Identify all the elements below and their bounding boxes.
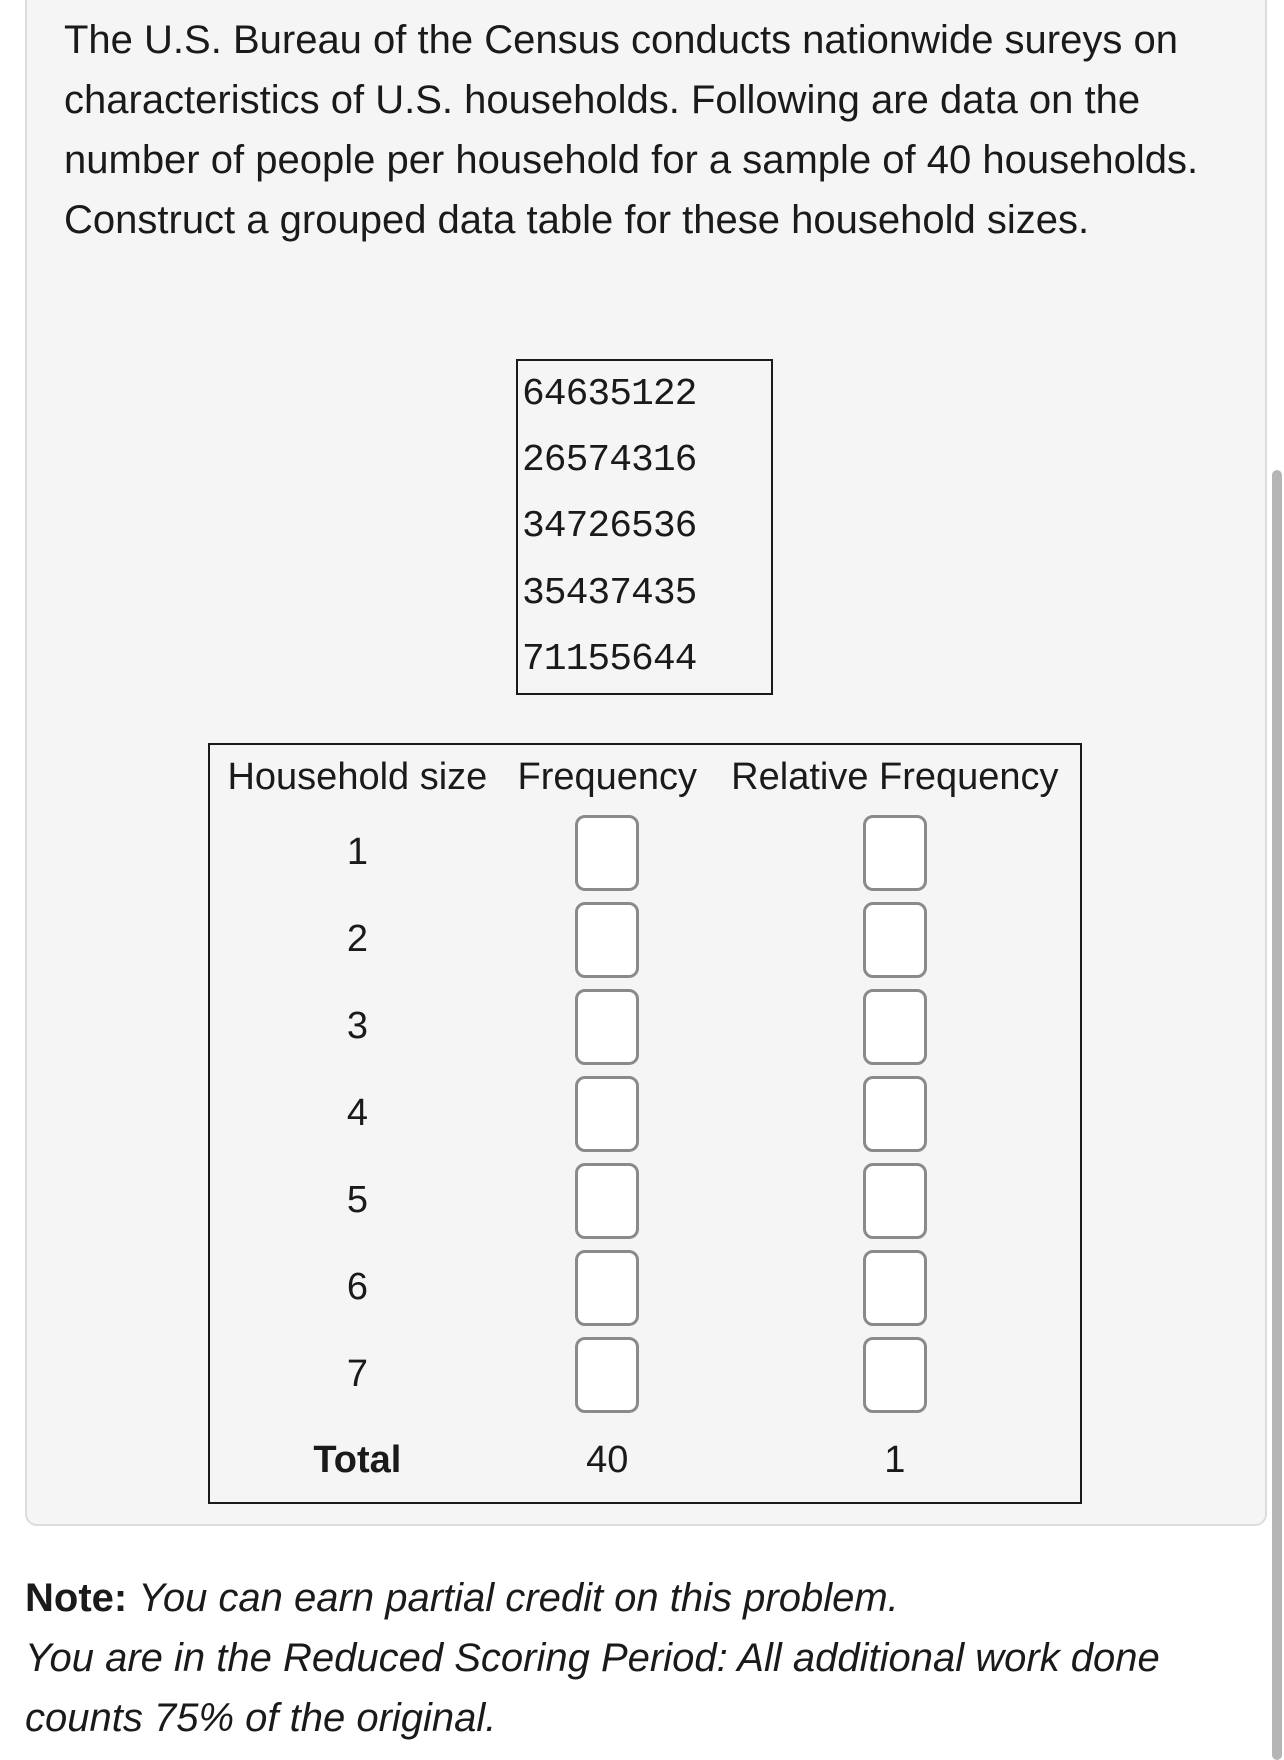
problem-statement: The U.S. Bureau of the Census conducts nationwide sureys on characteristics of U.S. households. Following are data on the number of people per household for a sample of 40 households. Construct a grouped data table for these household sizes. [64,18,1199,242]
table-row [209,896,1081,983]
relative-frequency-input-5[interactable] [863,1163,927,1239]
relative-frequency-input-3[interactable] [863,989,927,1065]
relative-frequency-cell [710,809,1081,896]
table-row [209,809,1081,896]
frequency-cell [505,896,710,983]
data-row-values: 71155644 [522,638,697,682]
relative-frequency-cell [710,983,1081,1070]
note-label: Note: [25,1576,128,1620]
data-row [517,360,772,427]
total-relative-frequency: 1 [884,1438,906,1481]
household-size-cell: 1 [346,831,368,873]
relative-frequency-cell [710,1070,1081,1157]
relative-frequency-input-7[interactable] [863,1337,927,1413]
data-row-values: 26574316 [522,439,697,483]
table-row [209,983,1081,1070]
frequency-input-7[interactable] [575,1337,639,1413]
frequency-cell [505,1244,710,1331]
grouped-data-table [208,743,1082,1504]
frequency-input-2[interactable] [575,902,639,978]
frequency-cell [505,1157,710,1244]
data-row-values: 64635122 [522,372,697,416]
data-row-values: 34726536 [522,505,697,549]
frequency-input-4[interactable] [575,1076,639,1152]
scrollbar-track[interactable] [1268,0,1284,1753]
data-row-values: 35437435 [522,571,697,615]
partial-credit-note: You can earn partial credit on this problem. [138,1576,899,1620]
table-row [209,1070,1081,1157]
scrollbar-thumb[interactable] [1272,470,1282,1760]
header-relative-frequency: Relative Frequency [731,755,1059,798]
frequency-cell [505,809,710,896]
header-frequency: Frequency [517,755,698,798]
table-row [209,1244,1081,1331]
frequency-cell [505,1331,710,1418]
relative-frequency-cell [710,1157,1081,1244]
relative-frequency-cell [710,896,1081,983]
table-row [209,1331,1081,1418]
scoring-note [25,1568,1255,1748]
frequency-input-6[interactable] [575,1250,639,1326]
household-size-cell: 7 [346,1353,368,1395]
household-size-cell: 5 [346,1179,368,1221]
reduced-scoring-note: You are in the Reduced Scoring Period: All additional work done counts 75% of the original. [25,1636,1160,1740]
data-row [517,627,772,694]
household-size-cell: 2 [346,918,368,960]
relative-frequency-input-4[interactable] [863,1076,927,1152]
relative-frequency-input-2[interactable] [863,902,927,978]
frequency-cell [505,1070,710,1157]
frequency-input-1[interactable] [575,815,639,891]
data-row [517,560,772,626]
total-row [209,1418,1081,1503]
total-frequency: 40 [586,1438,629,1481]
data-row [517,494,772,560]
frequency-input-5[interactable] [575,1163,639,1239]
relative-frequency-cell [710,1331,1081,1418]
frequency-input-3[interactable] [575,989,639,1065]
relative-frequency-input-6[interactable] [863,1250,927,1326]
total-label: Total [313,1438,402,1481]
household-size-cell: 4 [346,1092,368,1134]
raw-data-table [516,359,773,695]
relative-frequency-cell [710,1244,1081,1331]
header-row [209,744,1081,809]
relative-frequency-input-1[interactable] [863,815,927,891]
header-household-size: Household size [227,755,488,798]
household-size-cell: 3 [346,1005,368,1047]
table-row [209,1157,1081,1244]
frequency-cell [505,983,710,1070]
household-size-cell: 6 [346,1266,368,1308]
data-row [517,427,772,493]
